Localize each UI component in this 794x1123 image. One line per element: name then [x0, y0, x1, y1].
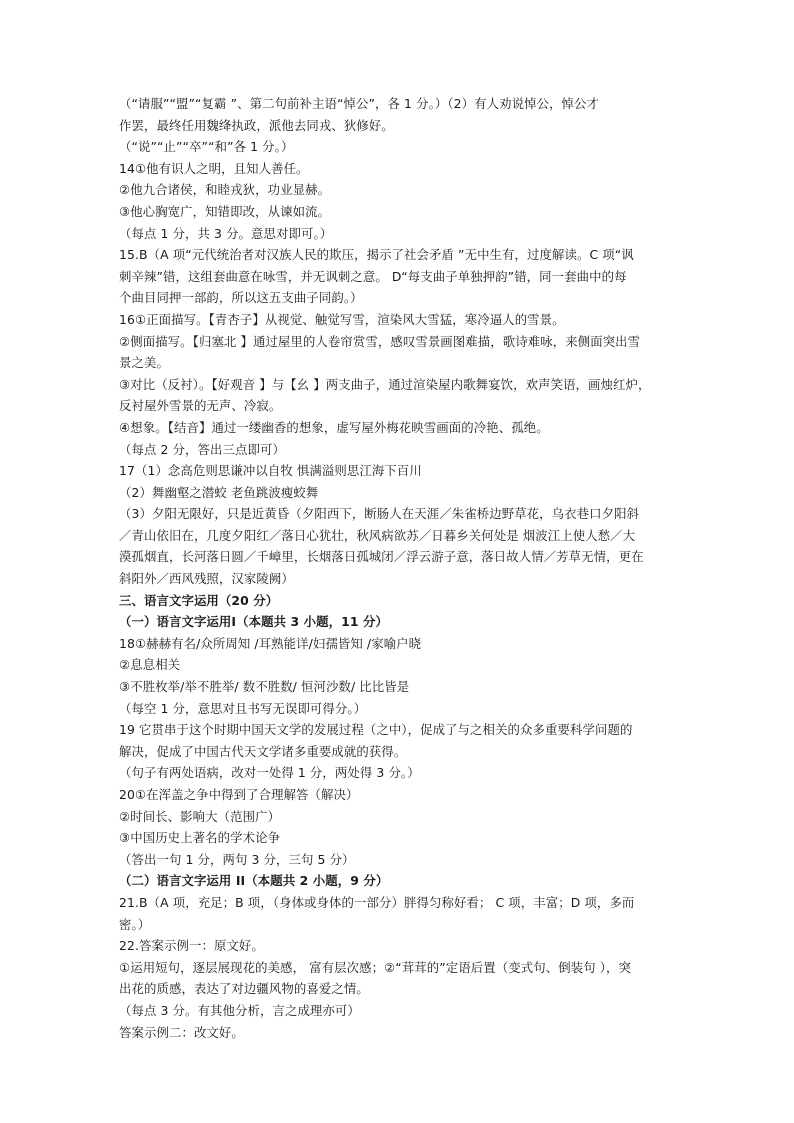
text-line: ①运用短句，逐层展现花的美感， 富有层次感；②“茸茸的”定语后置（变式句、倒装句 ），突	[119, 959, 631, 975]
text-line: ②他九合诸侯，和睦戎狄，功业显赫。	[119, 182, 331, 198]
section-heading: （一）语言文字运用Ⅰ（本题共 3 小题，11 分）	[119, 614, 388, 630]
text-line: 14①他有识人之明，且知人善任。	[119, 160, 309, 176]
text-line: 密。）	[119, 916, 151, 932]
text-line: （每空 1 分，意思对且书写无误即可得分。）	[119, 700, 367, 716]
text-line: （“请服”“盟”“复霸 ”、第二句前补主语“悼公”，各 1 分。）（2）有人劝说悼公，悼公才	[119, 96, 600, 111]
text-line: 19 它贯串于这个时期中国天文学的发展过程（之中），促成了与之相关的众多重要科学问题的	[119, 722, 633, 738]
text-line: （每点 1 分，共 3 分。意思对即可。）	[119, 225, 333, 241]
text-line: 解决，促成了中国古代天文学诸多重要成就的获得。	[119, 743, 407, 759]
text-line: ②息息相关	[119, 657, 181, 673]
text-line: 16①正面描写。【青杏子】从视觉、触觉写雪，渲染风大雪猛，寒冷逼人的雪景。	[119, 311, 565, 327]
text-line: ③对比（反衬）。【好观音 】与【幺 】两支曲子，通过渲染屋内歌舞宴饮，欢声笑语，画烛红炉，	[119, 376, 651, 392]
text-line: 出花的质感，表达了对边疆风物的喜爱之情。	[119, 981, 369, 997]
section-heading: 三、语言文字运用（20 分）	[119, 592, 279, 608]
text-line: 作罢，最终任用魏绛执政，派他去同戎、狄修好。	[119, 117, 394, 133]
text-line: ②侧面描写。【归塞北 】通过屋里的人卷帘赏雪，感叹雪景画图难描，歌诗难咏，来侧面突出雪	[119, 333, 641, 349]
text-line: ④想象。【结音】通过一缕幽香的想象，虚写屋外梅花映雪画面的冷艳、孤绝。	[119, 419, 549, 435]
section-heading: （二）语言文字运用 II（本题共 2 小题，9 分）	[119, 873, 389, 889]
text-line: （2）舞幽壑之潜蛟 老鱼跳波瘦蛟舞	[119, 484, 319, 500]
text-line: 18①赫赫有名/众所周知 /耳熟能详/妇孺皆知 /家喻户晓	[119, 635, 422, 651]
text-line: 答案示例二：改文好。	[119, 1024, 244, 1040]
text-line: （每点 3 分。有其他分析，言之成理亦可）	[119, 1002, 360, 1018]
text-line: 个曲目同押一部韵，所以这五支曲子同韵。）	[119, 290, 363, 306]
text-line: 20①在浑盖之争中得到了合理解答（解决）	[119, 787, 359, 802]
text-line: ／青山依旧在，几度夕阳红／落日心犹壮，秋风病欲苏／日暮乡关何处是 烟波江上使人愁／大	[119, 527, 636, 543]
text-line: 斜阳外／西风残照，汉家陵阙）	[119, 571, 294, 587]
text-line: 反衬屋外雪景的无声、冷寂。	[119, 398, 282, 414]
text-line: （“说”“止”“卒”“和”各 1 分。）	[119, 139, 294, 155]
answer-key-body	[119, 93, 679, 1043]
text-line: （3）夕阳无限好，只是近黄昏（夕阳西下，断肠人在天涯／朱雀桥边野草花，乌衣巷口夕阳斜	[119, 506, 640, 522]
text-line: ③中国历史上著名的学术论争	[119, 830, 281, 846]
text-line: ②时间长、影响大（范围广）	[119, 808, 281, 824]
text-line: 17（1）念高危则思谦冲以自牧 惧满溢则思江海下百川	[119, 463, 422, 479]
text-line: （每点 2 分，答出三点即可）	[119, 441, 285, 457]
text-line: 漠孤烟直，长河落日圆／千嶂里，长烟落日孤城闭／浮云游子意，落日故人情／芳草无情，更在	[119, 549, 644, 565]
text-line: 15.B（A 项“元代统治者对汉族人民的欺压，揭示了社会矛盾 ”无中生有，过度解读。C 项“讽	[119, 247, 634, 263]
text-line: （句子有两处语病，改对一处得 1 分，两处得 3 分。）	[119, 765, 420, 781]
text-line: 刺辛辣”错，这组套曲意在咏雪，并无讽刺之意。 D“每支曲子单独押韵”错，同一套曲中的每	[119, 268, 627, 284]
text-line: 景之美。	[119, 355, 169, 371]
text-line: 22.答案示例一：原文好。	[119, 938, 264, 954]
text-line: ③不胜枚举/举不胜举/ 数不胜数/ 恒河沙数/ 比比皆是	[119, 679, 410, 695]
text-line: ③他心胸宽广，知错即改，从谏如流。	[119, 203, 331, 219]
text-line: （答出一句 1 分，两句 3 分，三句 5 分）	[119, 851, 355, 867]
text-line: 21.B（A 项，充足；B 项，（身体或身体的一部分）胖得匀称好看； C 项，丰富；D 项，多而	[119, 894, 635, 910]
